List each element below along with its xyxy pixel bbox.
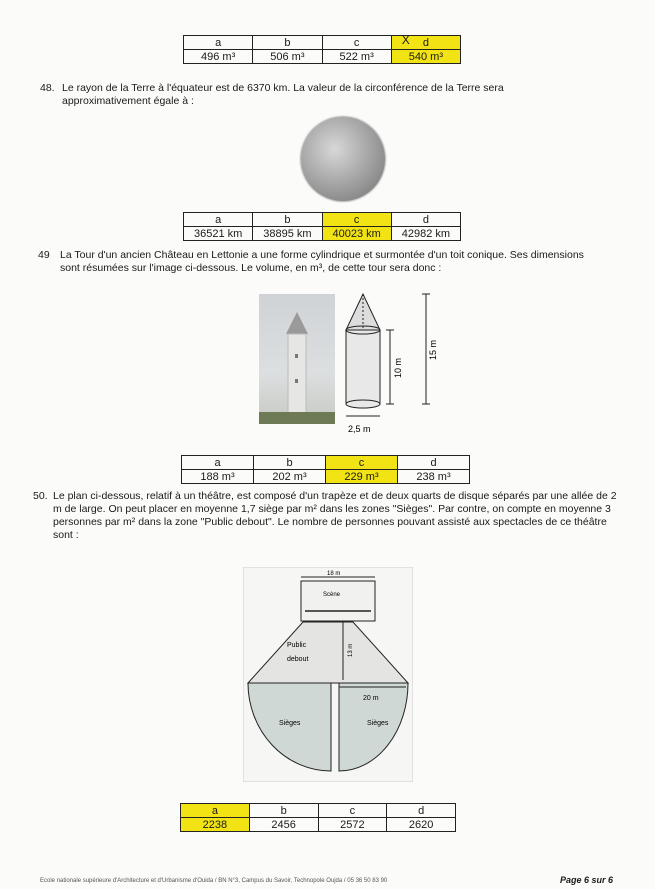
question-50	[33, 490, 623, 560]
option-d: X d	[391, 36, 460, 50]
table-header-row	[184, 213, 461, 227]
tower-photo	[259, 294, 335, 424]
label-width: 18 m	[327, 571, 341, 577]
tower-illustration	[259, 294, 335, 424]
option-a: a	[182, 456, 254, 470]
value-d: 540 m³	[391, 50, 460, 64]
question-text: Le plan ci-dessous, relatif à un théâtre, est composé d'un trapèze et de deux quarts de disque séparés par une allée de 2 m de large. On peut placer en moyenne 1,7 siège par m² dans les zones "Sièges". Par contre, on compte en moyenne 3 personnes par m² dans la zone "Public debout". Le nombre de personnes pouvant assisté aux spectacles de ce théâtre sont :	[53, 490, 617, 541]
q48-answer-table	[183, 212, 461, 241]
earth-image	[301, 117, 385, 201]
option-b: b	[253, 213, 322, 227]
check-mark: X	[401, 33, 410, 47]
option-a: a	[181, 804, 250, 818]
option-a: a	[184, 213, 253, 227]
question-text: Le rayon de la Terre à l'équateur est de 6370 km. La valeur de la circonférence de la Terre sera approximativement égale à :	[62, 82, 504, 107]
question-48	[40, 82, 600, 112]
question-text: La Tour d'un ancien Château en Lettonie a une forme cylindrique et surmontée d'un toit conique. Ses dimensions sont résumées sur l'image ci-dessous. Le volume, en m³, de cette tour sera donc :	[60, 249, 584, 274]
option-b: b	[249, 804, 318, 818]
table-header-row	[182, 456, 470, 470]
table-value-row	[184, 227, 461, 241]
value-c: 2572	[318, 818, 387, 832]
value-a: 496 m³	[184, 50, 253, 64]
option-c: c	[322, 36, 391, 50]
value-d: 238 m³	[398, 470, 470, 484]
q47-answer-table	[183, 35, 461, 64]
option-c: c	[318, 804, 387, 818]
option-d: d	[398, 456, 470, 470]
question-number: 50.	[33, 490, 48, 502]
value-a: 188 m³	[182, 470, 254, 484]
page-number: Page 6 sur 6	[560, 875, 614, 885]
option-c: c	[322, 213, 391, 227]
value-b: 38895 km	[253, 227, 322, 241]
option-c: c	[326, 456, 398, 470]
option-b: b	[253, 36, 322, 50]
label-seats-right: Sièges	[367, 720, 389, 727]
label-height-total: 15 m	[428, 339, 438, 360]
label-radius: 20 m	[363, 695, 379, 702]
label-height-cyl: 10 m	[393, 357, 403, 378]
q50-answer-table	[180, 803, 456, 832]
question-number: 49	[38, 249, 50, 261]
label-debout: debout	[287, 656, 309, 663]
value-a: 2238	[181, 818, 250, 832]
value-b: 506 m³	[253, 50, 322, 64]
question-number: 48.	[40, 82, 55, 94]
label-diameter: 2,5 m	[348, 424, 371, 434]
value-a: 36521 km	[184, 227, 253, 241]
table-value-row	[182, 470, 470, 484]
value-b: 202 m³	[254, 470, 326, 484]
option-b: b	[254, 456, 326, 470]
value-b: 2456	[249, 818, 318, 832]
value-c: 522 m³	[322, 50, 391, 64]
option-a: a	[184, 36, 253, 50]
table-value-row	[184, 50, 461, 64]
value-c: 40023 km	[322, 227, 391, 241]
label-seats-left: Sièges	[279, 720, 301, 727]
table-header-row	[181, 804, 456, 818]
tower-diagram	[338, 290, 448, 440]
label-height: 13 m	[348, 643, 354, 657]
question-49	[38, 249, 608, 279]
footer-text: Ecole nationale supérieure d'Architecture et d'Urbanisme d'Ouida / BN N°3, Campus du Savoir, Technopole Oujda / 05 36 50 83 90	[40, 878, 388, 884]
table-header-row	[184, 36, 461, 50]
table-value-row	[181, 818, 456, 832]
value-c: 229 m³	[326, 470, 398, 484]
q49-answer-table	[181, 455, 470, 484]
value-d: 2620	[387, 818, 456, 832]
value-d: 42982 km	[391, 227, 460, 241]
label-scene: Scène	[323, 592, 341, 598]
option-d: d	[391, 213, 460, 227]
theatre-plan	[243, 567, 413, 782]
option-d: d	[387, 804, 456, 818]
label-public: Public	[287, 642, 307, 649]
